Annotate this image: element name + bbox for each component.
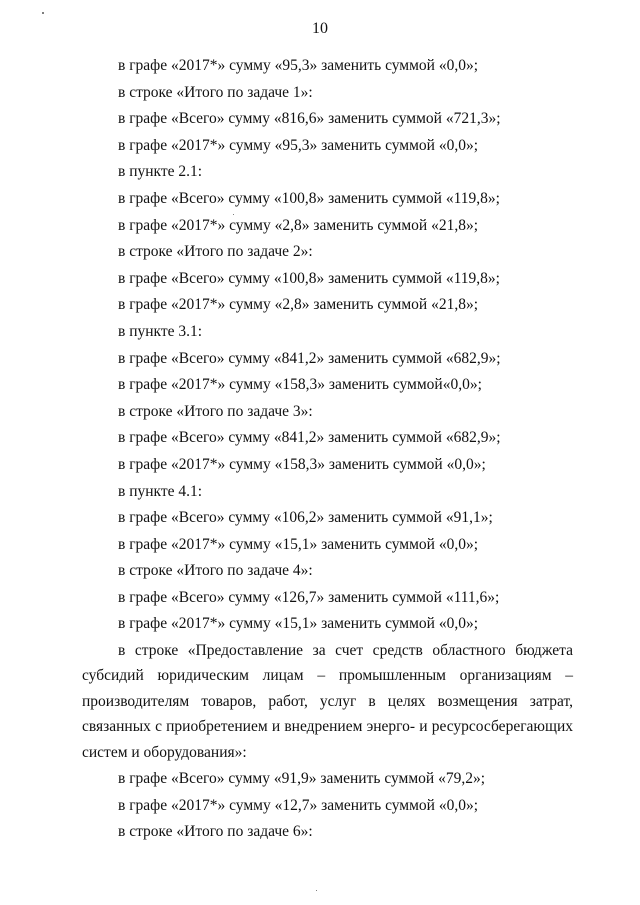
text-line: в строке «Итого по задаче 6»:: [118, 823, 313, 841]
text-line: в графе «Всего» сумму «126,7» заменить суммой «111,6»;: [118, 588, 500, 606]
text-line: в графе «2017*» сумму «158,3» заменить суммой «0,0»;: [118, 455, 486, 473]
scan-speck: [316, 890, 317, 891]
scan-speck: [233, 214, 234, 215]
text-line: в графе «2017*» сумму «2,8» заменить суммой «21,8»;: [118, 216, 479, 234]
text-line: в графе «Всего» сумму «841,2» заменить суммой «682,9»;: [118, 429, 501, 447]
text-line: в пункте 2.1:: [118, 163, 203, 181]
text-line: в графе «Всего» сумму «841,2» заменить суммой «682,9»;: [118, 349, 501, 367]
text-line: в графе «Всего» сумму «106,2» заменить суммой «91,1»;: [118, 509, 493, 527]
text-line: в строке «Итого по задаче 1»:: [118, 83, 313, 101]
text-line: в графе «2017*» сумму «2,8» заменить суммой «21,8»;: [118, 296, 479, 314]
text-line: в строке «Итого по задаче 4»:: [118, 562, 313, 580]
text-line: в графе «2017*» сумму «12,7» заменить суммой «0,0»;: [118, 796, 479, 814]
text-line: в строке «Итого по задаче 3»:: [118, 402, 313, 420]
text-line: в графе «2017*» сумму «158,3» заменить суммой«0,0»;: [118, 376, 482, 394]
text-line: в пункте 4.1:: [118, 482, 203, 500]
text-line: в графе «2017*» сумму «95,3» заменить суммой «0,0»;: [118, 57, 479, 74]
text-line: в пункте 3.1:: [118, 322, 203, 340]
scan-speck: [42, 12, 44, 14]
text-line: в графе «2017*» сумму «15,1» заменить суммой «0,0»;: [118, 615, 479, 633]
page-number: 10: [312, 20, 328, 37]
text-line: в графе «2017*» сумму «95,3» заменить суммой «0,0»;: [118, 136, 479, 154]
text-line: в графе «Всего» сумму «816,6» заменить суммой «721,3»;: [118, 110, 501, 128]
text-line: в графе «Всего» сумму «91,9» заменить суммой «79,2»;: [118, 770, 486, 788]
document-body: [82, 53, 573, 846]
text-line: в графе «Всего» сумму «100,8» заменить суммой «119,8»;: [118, 189, 500, 207]
text-line: в строке «Итого по задаче 2»:: [118, 243, 313, 261]
text-paragraph: в строке «Предоставление за счет средств областного бюджета субсидий юридическим лицам – промышленным организациям – производителям товаров, работ, услуг в целях возмещения затрат, связанных с приобретением и внедрением энерго- и ресурсосберегающих систем и оборудования»:: [82, 642, 573, 761]
text-line: в графе «Всего» сумму «100,8» заменить суммой «119,8»;: [118, 269, 500, 287]
text-line: в графе «2017*» сумму «15,1» заменить суммой «0,0»;: [118, 535, 479, 553]
